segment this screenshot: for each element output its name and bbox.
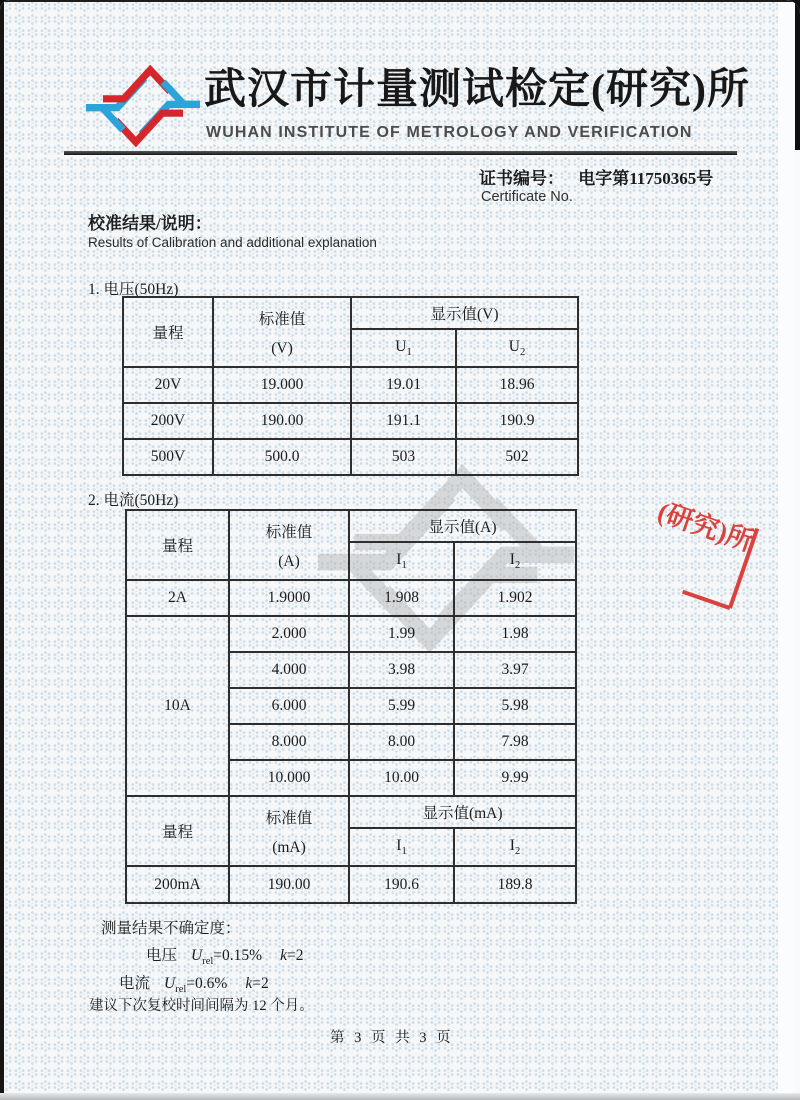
cell-i1: 10.00 <box>349 760 454 796</box>
cell-standard: 4.000 <box>229 652 349 688</box>
cell-i2: 5.98 <box>454 688 576 724</box>
cell-i1: 1.99 <box>349 616 454 652</box>
cell-u2: 190.9 <box>456 403 578 439</box>
current-table-caption: 2. 电流(50Hz) <box>88 492 179 509</box>
current-row-10a-1 <box>126 616 576 652</box>
page-right-margin <box>778 0 795 1100</box>
certificate-number-value: 电字第11750365号 <box>578 169 714 188</box>
scan-edge-bottom <box>0 1093 800 1100</box>
uncertainty-heading: 测量结果不确定度： <box>101 920 241 937</box>
cell-i2: 1.902 <box>454 580 576 616</box>
cell-u1: 503 <box>351 439 456 475</box>
current-a-header-row-1 <box>126 510 576 542</box>
current-ma-col-display: 显示值(mA) <box>349 796 576 828</box>
current-a-col-i1: $I_1$ <box>349 542 454 580</box>
cell-i2: 9.99 <box>454 760 576 796</box>
cell-i1: 5.99 <box>349 688 454 724</box>
current-a-col-standard: 标准值 (A) <box>229 510 349 580</box>
scan-edge-right <box>795 0 800 150</box>
cell-standard: 1.9000 <box>229 580 349 616</box>
voltage-col-display: 显示值(V) <box>351 297 578 329</box>
cell-i1: 1.908 <box>349 580 454 616</box>
official-stamp <box>588 480 768 630</box>
current-a-col-i2: $I_2$ <box>454 542 576 580</box>
cell-range-10a: 10A <box>126 616 229 796</box>
current-row-2a <box>126 580 576 616</box>
cell-standard: 19.000 <box>213 367 351 403</box>
cell-i1: 3.98 <box>349 652 454 688</box>
cell-i2: 3.97 <box>454 652 576 688</box>
cell-i1: 8.00 <box>349 724 454 760</box>
cell-range: 20V <box>123 367 213 403</box>
cell-standard: 6.000 <box>229 688 349 724</box>
voltage-header-row-1 <box>123 297 578 329</box>
stamp-text: (研究)所 <box>653 496 758 558</box>
recalibration-note: 建议下次复校时间间隔为 12 个月。 <box>89 998 314 1014</box>
current-ma-col-i2: $I_2$ <box>454 828 576 866</box>
cell-i2: 1.98 <box>454 616 576 652</box>
current-a-col-range: 量程 <box>126 510 229 580</box>
cell-u1: 19.01 <box>351 367 456 403</box>
certificate-number-line <box>479 164 713 189</box>
header-divider <box>64 151 737 155</box>
voltage-col-u2: $U_2$ <box>456 329 578 367</box>
voltage-col-standard-label: 标准值 <box>258 310 306 328</box>
current-ma-col-range: 量程 <box>126 796 229 866</box>
cell-range: 200mA <box>126 866 229 903</box>
current-row-200ma <box>126 866 576 903</box>
cell-standard: 8.000 <box>229 724 349 760</box>
cell-u2: 502 <box>456 439 578 475</box>
voltage-col-standard <box>213 297 351 367</box>
voltage-row-200v <box>123 403 578 439</box>
cell-i2: 189.8 <box>454 866 576 903</box>
certificate-number-label-en: Certificate No. <box>481 189 573 205</box>
section-heading-en: Results of Calibration and additional explanation <box>88 235 377 250</box>
current-ma-col-standard: 标准值 (mA) <box>229 796 349 866</box>
current-a-col-display: 显示值(A) <box>349 510 576 542</box>
certificate-number-label: 证书编号： <box>479 169 564 188</box>
scan-edge-left <box>0 0 4 1100</box>
current-ma-col-i1: $I_1$ <box>349 828 454 866</box>
voltage-table <box>122 296 579 476</box>
voltage-row-20v <box>123 367 578 403</box>
voltage-col-range: 量程 <box>123 297 213 367</box>
uncertainty-voltage-line: 电压 $U_{rel}=0.15\%$ k=2 <box>146 947 304 968</box>
cell-range: 2A <box>126 580 229 616</box>
voltage-row-500v <box>123 439 578 475</box>
cell-standard: 190.00 <box>213 403 351 439</box>
voltage-col-u1: $U_1$ <box>351 329 456 367</box>
cell-standard: 190.00 <box>229 866 349 903</box>
institute-logo-icon <box>86 62 200 150</box>
voltage-col-standard-unit: (V) <box>271 339 293 357</box>
current-ma-header-row-1 <box>126 796 576 828</box>
uncertainty-current-line: 电流 $U_{rel}=0.6\%$ k=2 <box>119 975 269 996</box>
cell-range: 500V <box>123 439 213 475</box>
institute-title-cn: 武汉市计量测试检定(研究)所 <box>204 67 750 113</box>
current-table <box>125 509 577 904</box>
cell-u2: 18.96 <box>456 367 578 403</box>
scan-edge-top <box>0 0 800 2</box>
voltage-table-caption: 1. 电压(50Hz) <box>88 281 179 298</box>
institute-title-en: WUHAN INSTITUTE OF METROLOGY AND VERIFICATION <box>206 124 693 141</box>
cell-u1: 191.1 <box>351 403 456 439</box>
page-number-footer: 第 3 页 共 3 页 <box>330 1030 454 1046</box>
cell-range: 200V <box>123 403 213 439</box>
section-heading-cn: 校准结果/说明： <box>88 214 212 233</box>
cell-standard: 2.000 <box>229 616 349 652</box>
cell-i1: 190.6 <box>349 866 454 903</box>
cell-i2: 7.98 <box>454 724 576 760</box>
cell-standard: 10.000 <box>229 760 349 796</box>
cell-standard: 500.0 <box>213 439 351 475</box>
